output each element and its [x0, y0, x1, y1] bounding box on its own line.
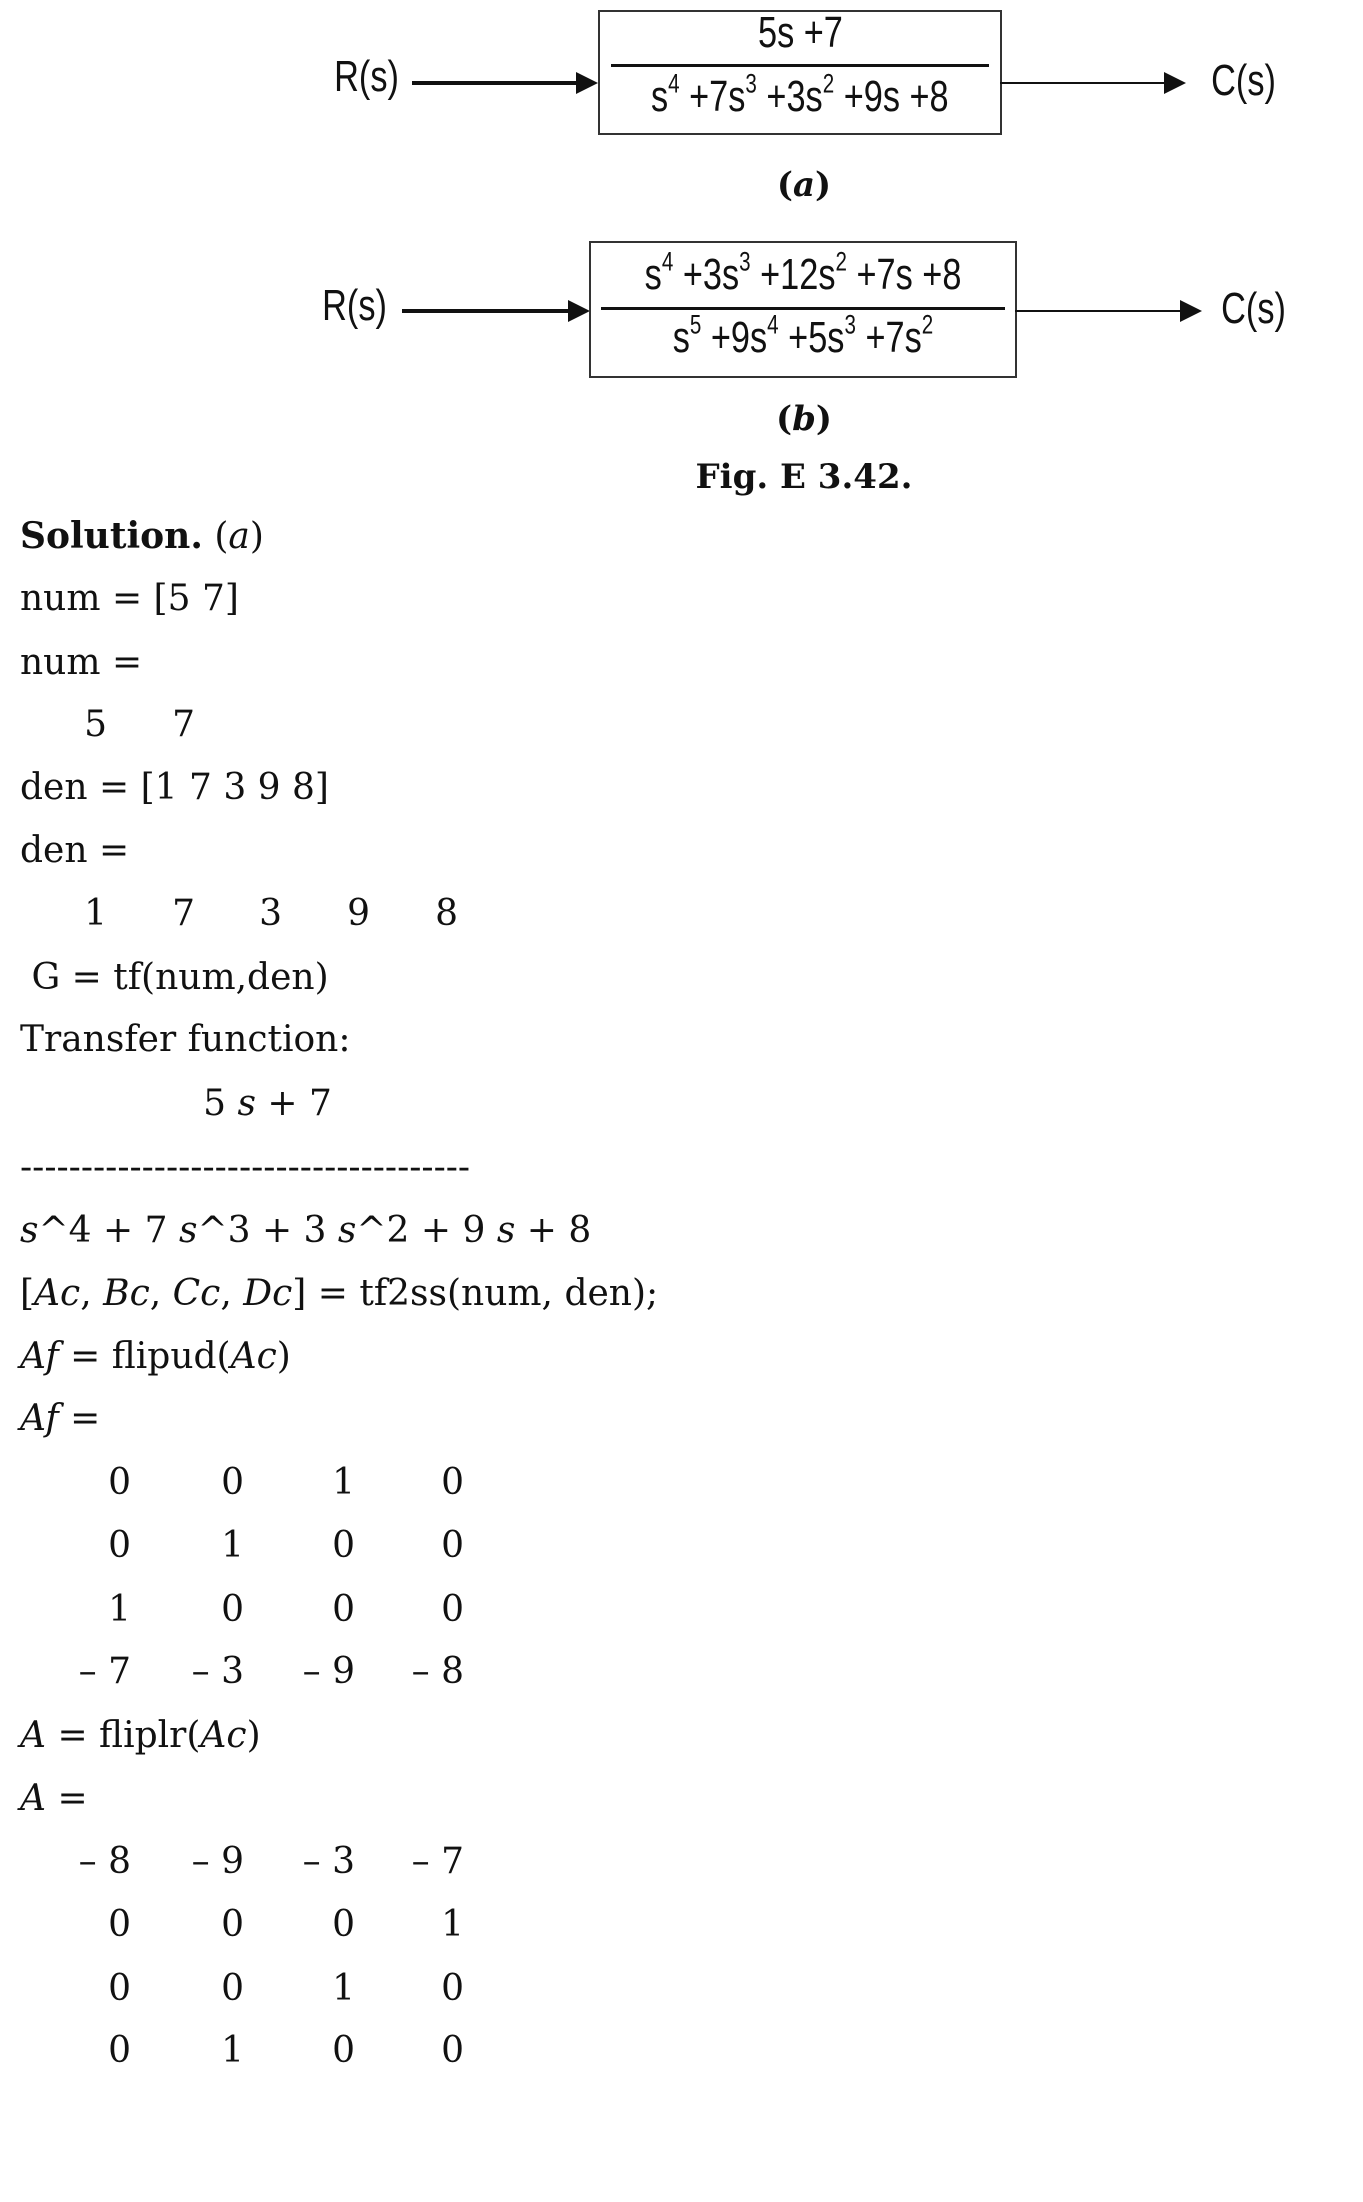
numerator-a	[600, 8, 1000, 58]
text-segment: + 8	[515, 1210, 592, 1251]
code-line	[20, 954, 329, 1002]
af-matrix-cell: 0	[108, 1462, 131, 1503]
af-matrix-cell: 0	[221, 1462, 244, 1503]
text-segment: =	[58, 1398, 101, 1439]
af-matrix-cell: 1	[221, 1525, 244, 1566]
exponent: 2	[921, 309, 934, 340]
text-segment: Dc	[243, 1273, 293, 1314]
text-segment: ,	[80, 1273, 104, 1314]
a-matrix-cell: 0	[108, 2030, 131, 2071]
text-segment: s	[672, 313, 690, 362]
denominator-b	[591, 309, 1015, 363]
a-matrix-cell: 1	[441, 1904, 464, 1945]
arrowhead-icon	[568, 300, 590, 322]
a-matrix-cell: 0	[108, 1968, 131, 2009]
code-line	[20, 575, 239, 623]
exponent: 3	[745, 68, 758, 99]
text-segment: Transfer function:	[20, 1019, 351, 1060]
text-segment: +9s	[701, 313, 768, 362]
exponent: 3	[844, 309, 856, 340]
af-matrix-cell: 1	[332, 1462, 355, 1503]
a-matrix-cell: 0	[441, 1968, 464, 2009]
af-matrix-cell: 0	[441, 1462, 464, 1503]
output-arrow-b	[1015, 310, 1185, 312]
text-segment: 5	[20, 1083, 238, 1124]
text-segment: s	[178, 1210, 198, 1251]
subfigure-label-b: (b)	[776, 399, 832, 439]
exponent: 4	[661, 246, 674, 277]
text-segment: = fliplr(	[46, 1715, 201, 1756]
af-matrix-cell: 0	[108, 1525, 131, 1566]
text-segment: +12s	[750, 250, 836, 299]
arrowhead-icon	[1180, 300, 1202, 322]
text-segment: ^3 + 3	[197, 1210, 338, 1251]
code-line	[20, 639, 142, 687]
fraction-bar-b	[601, 307, 1005, 310]
input-label-b: R(s)	[322, 281, 387, 330]
text-segment: 5s +7	[757, 8, 843, 57]
text-segment: Ac	[34, 1273, 81, 1314]
input-arrow-a	[412, 81, 580, 85]
text-segment: +9s +8	[834, 72, 949, 121]
a-matrix-cell: – 7	[411, 1841, 464, 1882]
text-segment: den = [1 7 3 9 8]	[20, 767, 329, 808]
code-line	[20, 1333, 291, 1381]
code-line	[20, 827, 129, 875]
output-label-b: C(s)	[1221, 284, 1286, 333]
text-segment: +3s	[757, 72, 823, 121]
text-segment: A	[20, 1778, 46, 1819]
code-line	[20, 1016, 350, 1064]
text-segment: (	[202, 516, 229, 557]
a-matrix-cell: 0	[332, 2030, 355, 2071]
a-matrix-cell: 1	[221, 2030, 244, 2071]
output-label-a: C(s)	[1211, 56, 1276, 105]
input-arrow-b	[402, 309, 572, 313]
a-matrix-cell: 0	[221, 1968, 244, 2009]
arrowhead-icon	[576, 72, 598, 94]
exponent: 4	[668, 68, 680, 99]
text-segment: ,	[149, 1273, 173, 1314]
code-line	[20, 512, 264, 561]
text-segment: ^2 + 9	[356, 1210, 497, 1251]
af-matrix-cell: 0	[332, 1589, 355, 1630]
code-line	[20, 1712, 261, 1760]
exponent: 2	[822, 68, 835, 99]
af-matrix-cell: – 9	[302, 1651, 355, 1692]
af-matrix-cell: 0	[441, 1589, 464, 1630]
den-value: 3	[259, 893, 282, 934]
code-line	[20, 1775, 88, 1823]
code-line	[20, 1207, 591, 1255]
figure-caption: Fig. E 3.42.	[695, 457, 913, 497]
text-segment: = flipud(	[58, 1336, 231, 1377]
code-line	[20, 1144, 470, 1192]
text-segment: s	[496, 1210, 516, 1251]
exponent: 5	[689, 309, 702, 340]
a-matrix-cell: 1	[332, 1968, 355, 2009]
denominator-a	[600, 68, 1000, 122]
a-matrix-cell: – 3	[302, 1841, 355, 1882]
text-segment: Cc	[172, 1273, 221, 1314]
code-line	[20, 764, 329, 812]
input-label-a: R(s)	[334, 52, 399, 101]
a-matrix-cell: 0	[332, 1904, 355, 1945]
text-segment: s	[20, 1210, 39, 1251]
den-value: 7	[172, 893, 195, 934]
den-value: 1	[84, 893, 107, 934]
den-value: 9	[347, 893, 370, 934]
text-segment: )	[246, 1715, 261, 1756]
fraction-bar-a	[611, 64, 989, 67]
den-value: 8	[435, 893, 458, 934]
text-segment: [	[20, 1273, 35, 1314]
text-segment: den =	[20, 830, 130, 871]
a-matrix-cell: 0	[108, 1904, 131, 1945]
af-matrix-cell: 0	[332, 1525, 355, 1566]
text-segment: +7s	[679, 72, 746, 121]
arrowhead-icon	[1164, 72, 1186, 94]
text-segment: A	[20, 1715, 46, 1756]
output-arrow-a	[1000, 82, 1168, 84]
a-matrix-cell: 0	[221, 1904, 244, 1945]
text-segment: s	[644, 250, 662, 299]
text-segment: ,	[220, 1273, 244, 1314]
text-segment: ] = tf2ss(num, den);	[292, 1273, 659, 1314]
text-segment: +3s	[673, 250, 740, 299]
af-matrix-cell: 1	[108, 1589, 131, 1630]
a-matrix-cell: – 9	[191, 1841, 244, 1882]
num-value: 5	[84, 704, 107, 745]
text-segment: Ac	[230, 1336, 277, 1377]
text-segment: -------------------------------------	[20, 1147, 471, 1188]
exponent: 4	[767, 309, 779, 340]
text-segment: Bc	[103, 1273, 150, 1314]
code-line	[20, 1395, 100, 1443]
af-matrix-cell: – 3	[191, 1651, 244, 1692]
a-matrix-cell: 0	[441, 2030, 464, 2071]
text-segment: num = [5 7]	[20, 578, 239, 619]
text-segment: s	[337, 1210, 357, 1251]
text-segment: num =	[20, 642, 143, 683]
text-segment: Solution.	[20, 515, 203, 557]
text-segment: s	[651, 72, 669, 121]
num-value: 7	[172, 704, 195, 745]
text-segment: Af	[20, 1336, 59, 1377]
text-segment: )	[276, 1336, 291, 1377]
text-segment: + 7	[255, 1083, 332, 1124]
text-segment: a	[228, 516, 250, 557]
text-segment: +7s	[855, 313, 922, 362]
text-segment: +5s	[778, 313, 845, 362]
af-matrix-cell: 0	[221, 1589, 244, 1630]
af-matrix-cell: – 8	[411, 1651, 464, 1692]
text-segment: +7s +8	[846, 250, 962, 299]
text-segment: s	[237, 1083, 256, 1124]
code-line	[20, 1080, 332, 1128]
exponent: 3	[739, 246, 751, 277]
af-matrix-cell: 0	[441, 1525, 464, 1566]
text-segment: )	[249, 516, 264, 557]
code-line	[20, 1270, 658, 1318]
text-segment: ^4 + 7	[38, 1210, 179, 1251]
text-segment: Ac	[200, 1715, 247, 1756]
af-matrix-cell: – 7	[78, 1651, 131, 1692]
a-matrix-cell: – 8	[78, 1841, 131, 1882]
text-segment: Af	[20, 1398, 59, 1439]
text-segment: =	[46, 1778, 88, 1819]
text-segment: G = tf(num,den)	[20, 957, 329, 998]
subfigure-label-a: (a)	[776, 165, 832, 205]
exponent: 2	[835, 246, 847, 277]
numerator-b	[591, 246, 1015, 300]
